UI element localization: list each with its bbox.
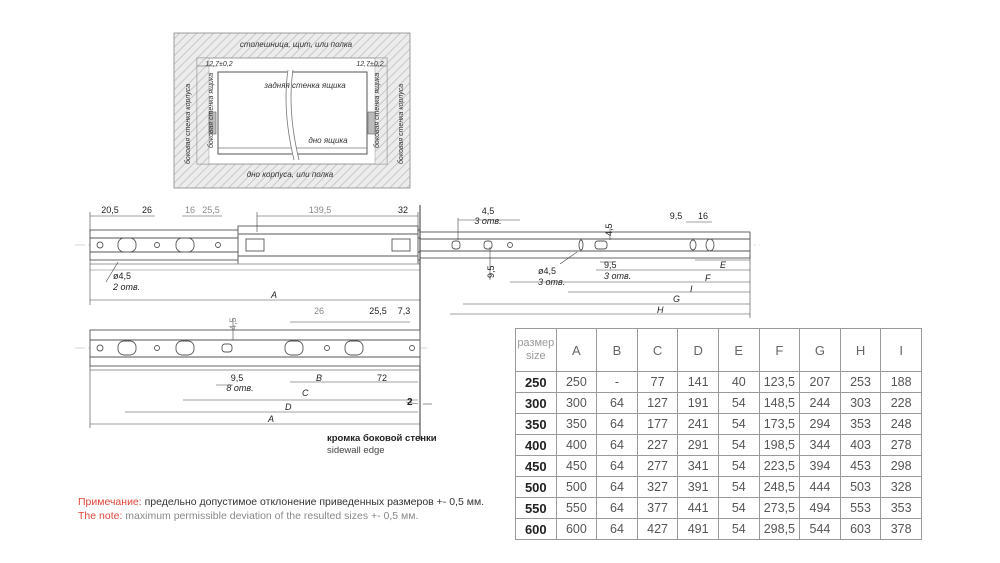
table-row <box>516 498 922 519</box>
table-header-row <box>516 329 922 372</box>
header-col-g: G <box>800 329 841 372</box>
table-cell: 64 <box>597 435 638 456</box>
cell-size: 400 <box>516 435 557 456</box>
table-cell: 500 <box>556 477 597 498</box>
letter-d: D <box>285 402 292 412</box>
table-cell: 253 <box>840 372 881 393</box>
header-size-en: size <box>526 350 546 362</box>
holes-3-c: 3 отв. <box>604 271 632 281</box>
cell-size: 450 <box>516 456 557 477</box>
table-row <box>516 456 922 477</box>
table-cell: 491 <box>678 519 719 540</box>
sidewall-edge-ru: кромка боковой стенки <box>327 433 437 444</box>
dim-20-5: 20,5 <box>101 205 119 215</box>
table-cell: 77 <box>637 372 678 393</box>
lower-rail-view <box>75 330 430 370</box>
table-cell: 394 <box>800 456 841 477</box>
sidewall-edge-en: sidewall edge <box>327 445 385 456</box>
table-cell: 191 <box>678 393 719 414</box>
table-cell: 127 <box>637 393 678 414</box>
table-cell: 298 <box>881 456 922 477</box>
table-cell: 341 <box>678 456 719 477</box>
table-cell: 40 <box>718 372 759 393</box>
table-cell: 350 <box>556 414 597 435</box>
dim-4-5-c: 4,5 <box>228 317 238 330</box>
header-col-a: A <box>556 329 597 372</box>
hole-dia-b: ø4,5 <box>538 266 557 276</box>
holes-3-b: 3 отв. <box>538 277 566 287</box>
letter-i: I <box>690 284 693 294</box>
table-cell: 444 <box>800 477 841 498</box>
dim-9-5-c: 9,5 <box>604 260 617 270</box>
dim-9-5-d: 9,5 <box>230 373 244 383</box>
table-cell: 294 <box>800 414 841 435</box>
table-cell: 291 <box>678 435 719 456</box>
table-cell: 188 <box>881 372 922 393</box>
table-cell: 54 <box>718 477 759 498</box>
header-col-d: D <box>678 329 719 372</box>
dim-72: 72 <box>376 373 388 383</box>
note-en-label: The note: <box>78 510 123 522</box>
table-cell: 64 <box>597 414 638 435</box>
dim-9-5-b: 9,5 <box>486 265 496 278</box>
table-row <box>516 435 922 456</box>
table-cell: 300 <box>556 393 597 414</box>
table-cell: 503 <box>840 477 881 498</box>
table-cell: 273,5 <box>759 498 800 519</box>
table-cell: 54 <box>718 435 759 456</box>
letter-e: E <box>720 260 727 270</box>
table-cell: 298,5 <box>759 519 800 540</box>
letter-f: F <box>705 273 711 283</box>
table-cell: 353 <box>881 498 922 519</box>
note-ru <box>78 496 484 508</box>
section-bottom-label: дно корпуса, или полка <box>246 170 334 179</box>
dim-26: 26 <box>141 205 153 215</box>
table-cell: 450 <box>556 456 597 477</box>
gap-right-label: 12,7±0,2 <box>356 61 384 68</box>
table-cell: 328 <box>881 477 922 498</box>
table-cell: 248,5 <box>759 477 800 498</box>
side-drawer-left-label: боковая стенка ящика <box>208 72 215 148</box>
table-cell: 54 <box>718 393 759 414</box>
side-body-left-label: боковая стенка корпуса <box>185 83 192 164</box>
header-size <box>516 329 557 372</box>
header-col-e: E <box>718 329 759 372</box>
table-cell: 64 <box>597 393 638 414</box>
side-body-right-label: боковая стенка корпуса <box>398 83 405 164</box>
dim-26-b: 26 <box>313 306 325 316</box>
table-cell: 244 <box>800 393 841 414</box>
table-cell: 64 <box>597 477 638 498</box>
dim-25-5: 25,5 <box>202 205 220 215</box>
cell-size: 550 <box>516 498 557 519</box>
dim-16-b: 16 <box>697 211 709 221</box>
cross-section-view <box>174 33 410 188</box>
holes-2: 2 отв. <box>113 282 141 292</box>
table-cell: 227 <box>637 435 678 456</box>
holes-8: 8 отв. <box>226 383 254 393</box>
drawer-bottom-label: дно ящика <box>308 136 348 145</box>
table-cell: 378 <box>881 519 922 540</box>
table-cell: 353 <box>840 414 881 435</box>
table-row <box>516 477 922 498</box>
table-row <box>516 414 922 435</box>
upper-rail-view <box>75 226 760 270</box>
table-cell: 327 <box>637 477 678 498</box>
dim-139-5: 139,5 <box>308 205 332 215</box>
note-ru-label: Примечание: <box>78 496 142 508</box>
table-cell: 377 <box>637 498 678 519</box>
table-cell: 54 <box>718 498 759 519</box>
table-cell: - <box>597 372 638 393</box>
table-cell: 303 <box>840 393 881 414</box>
cell-size: 300 <box>516 393 557 414</box>
letter-a-top: A <box>271 290 278 300</box>
table-cell: 403 <box>840 435 881 456</box>
letter-h: H <box>657 305 664 315</box>
table-cell: 64 <box>597 456 638 477</box>
table-cell: 198,5 <box>759 435 800 456</box>
table-cell: 427 <box>637 519 678 540</box>
table-cell: 603 <box>840 519 881 540</box>
side-drawer-right-label: боковая стенка ящика <box>374 72 381 148</box>
dim-4-5-a: 4,5 <box>481 206 495 216</box>
letter-g: G <box>673 294 681 304</box>
table-cell: 177 <box>637 414 678 435</box>
table-row <box>516 393 922 414</box>
table-cell: 600 <box>556 519 597 540</box>
table-cell: 54 <box>718 519 759 540</box>
table-cell: 553 <box>840 498 881 519</box>
table-cell: 400 <box>556 435 597 456</box>
letter-a-bottom: A <box>268 414 275 424</box>
dim-4-5-b: 4,5 <box>604 223 614 236</box>
dim-2: 2 <box>407 397 413 408</box>
letter-b: B <box>316 373 323 383</box>
dim-9-5-a: 9,5 <box>669 211 683 221</box>
table-cell: 544 <box>800 519 841 540</box>
cell-size: 350 <box>516 414 557 435</box>
back-wall-label: задняя стенка ящика <box>264 81 346 90</box>
note-en <box>78 510 418 522</box>
letter-c: C <box>302 388 309 398</box>
size-table <box>515 328 922 540</box>
cell-size: 500 <box>516 477 557 498</box>
table-cell: 277 <box>637 456 678 477</box>
table-cell: 228 <box>881 393 922 414</box>
table-cell: 441 <box>678 498 719 519</box>
gap-left-label: 12,7±0,2 <box>205 61 233 68</box>
header-col-i: I <box>881 329 922 372</box>
table-cell: 54 <box>718 414 759 435</box>
table-cell: 148,5 <box>759 393 800 414</box>
header-col-h: H <box>840 329 881 372</box>
header-col-b: B <box>597 329 638 372</box>
table-cell: 250 <box>556 372 597 393</box>
section-top-label: столешница, щит, или полка <box>239 40 353 49</box>
table-cell: 223,5 <box>759 456 800 477</box>
table-cell: 550 <box>556 498 597 519</box>
note-en-text: maximum permissible deviation of the resulted sizes +- 0,5 мм. <box>125 510 419 522</box>
dim-7-3: 7,3 <box>397 306 411 316</box>
table-cell: 494 <box>800 498 841 519</box>
table-cell: 453 <box>840 456 881 477</box>
dim-25-5-b: 25,5 <box>369 306 387 316</box>
holes-3-a: 3 отв. <box>474 216 502 226</box>
dim-32: 32 <box>397 205 409 215</box>
table-cell: 278 <box>881 435 922 456</box>
table-row <box>516 372 922 393</box>
header-size-ru: размер <box>517 337 555 349</box>
cell-size: 600 <box>516 519 557 540</box>
table-cell: 207 <box>800 372 841 393</box>
table-cell: 391 <box>678 477 719 498</box>
table-cell: 173,5 <box>759 414 800 435</box>
table-cell: 241 <box>678 414 719 435</box>
dim-16: 16 <box>184 205 196 215</box>
table-cell: 64 <box>597 498 638 519</box>
table-cell: 248 <box>881 414 922 435</box>
hole-dia-a: ø4,5 <box>113 271 132 281</box>
table-cell: 54 <box>718 456 759 477</box>
table-row <box>516 519 922 540</box>
header-col-f: F <box>759 329 800 372</box>
note-ru-text: предельно допустимое отклонение приведенных размеров +- 0,5 мм. <box>144 496 485 508</box>
table-cell: 64 <box>597 519 638 540</box>
table-cell: 344 <box>800 435 841 456</box>
header-col-c: C <box>637 329 678 372</box>
cell-size: 250 <box>516 372 557 393</box>
table-cell: 141 <box>678 372 719 393</box>
table-cell: 123,5 <box>759 372 800 393</box>
